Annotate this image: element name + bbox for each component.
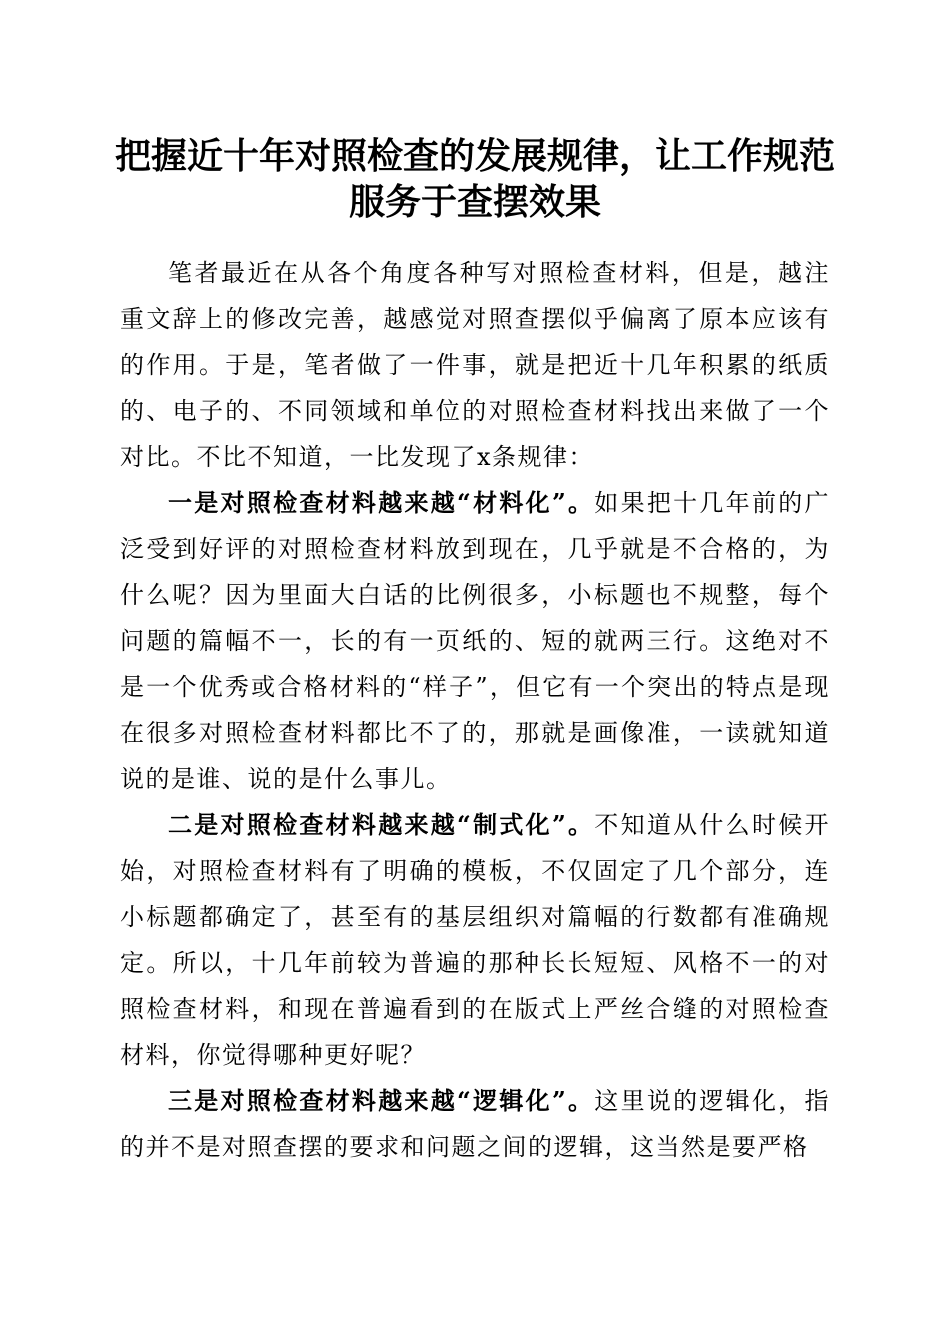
paragraph-text: 如果把十几年前的广泛受到好评的对照检查材料放到现在，几乎就是不合格的，为什么呢？因为里面大白话的比例很多，小标题也不规整，每个问题的篇幅不一，长的有一页纸的、短的就两三行。这绝对不是一个优秀或合格材料的“样子”，但它有一个突出的特点是现在很多对照检查材料都比不了的，那就是画像准，一读就知道说的是谁、说的是什么事儿。 — [120, 489, 831, 793]
paragraph-point-3 — [120, 1078, 830, 1170]
paragraph-lead: 一是对照检查材料越来越“材料化”。 — [168, 488, 595, 517]
paragraph-lead: 三是对照检查材料越来越“逻辑化”。 — [168, 1086, 595, 1115]
paragraph-text: 不知道从什么时候开始，对照检查材料有了明确的模板，不仅固定了几个部分，连小标题都确定了，甚至有的基层组织对篇幅的行数都有准确规定。所以，十几年前较为普遍的那种长长短短、风格不一的对照检查材料，和现在普遍看到的在版式上严丝合缝的对照检查材料，你觉得哪种更好呢？ — [120, 811, 831, 1069]
paragraph-point-1 — [120, 480, 830, 802]
document-body — [120, 250, 830, 1170]
paragraph-text: 这里说的逻辑化，指的并不是对照查摆的要求和问题之间的逻辑，这当然是要严格 — [120, 1087, 831, 1161]
paragraph-intro — [120, 250, 830, 480]
paragraph-lead: 二是对照检查材料越来越“制式化”。 — [168, 810, 595, 839]
title-line-2: 服务于查摆效果 — [348, 181, 601, 223]
title-line-1: 把握近十年对照检查的发展规律，让工作规范 — [114, 135, 835, 177]
paragraph-text: 笔者最近在从各个角度各种写对照检查材料，但是，越注重文辞上的修改完善，越感觉对照查摆似乎偏离了原本应该有的作用。于是，笔者做了一件事，就是把近十几年积累的纸质的、电子的、不同领域和单位的对照检查材料找出来做了一个对比。不比不知道，一比发现了x条规律： — [120, 259, 830, 471]
document-title — [100, 133, 850, 225]
paragraph-point-2 — [120, 802, 830, 1078]
